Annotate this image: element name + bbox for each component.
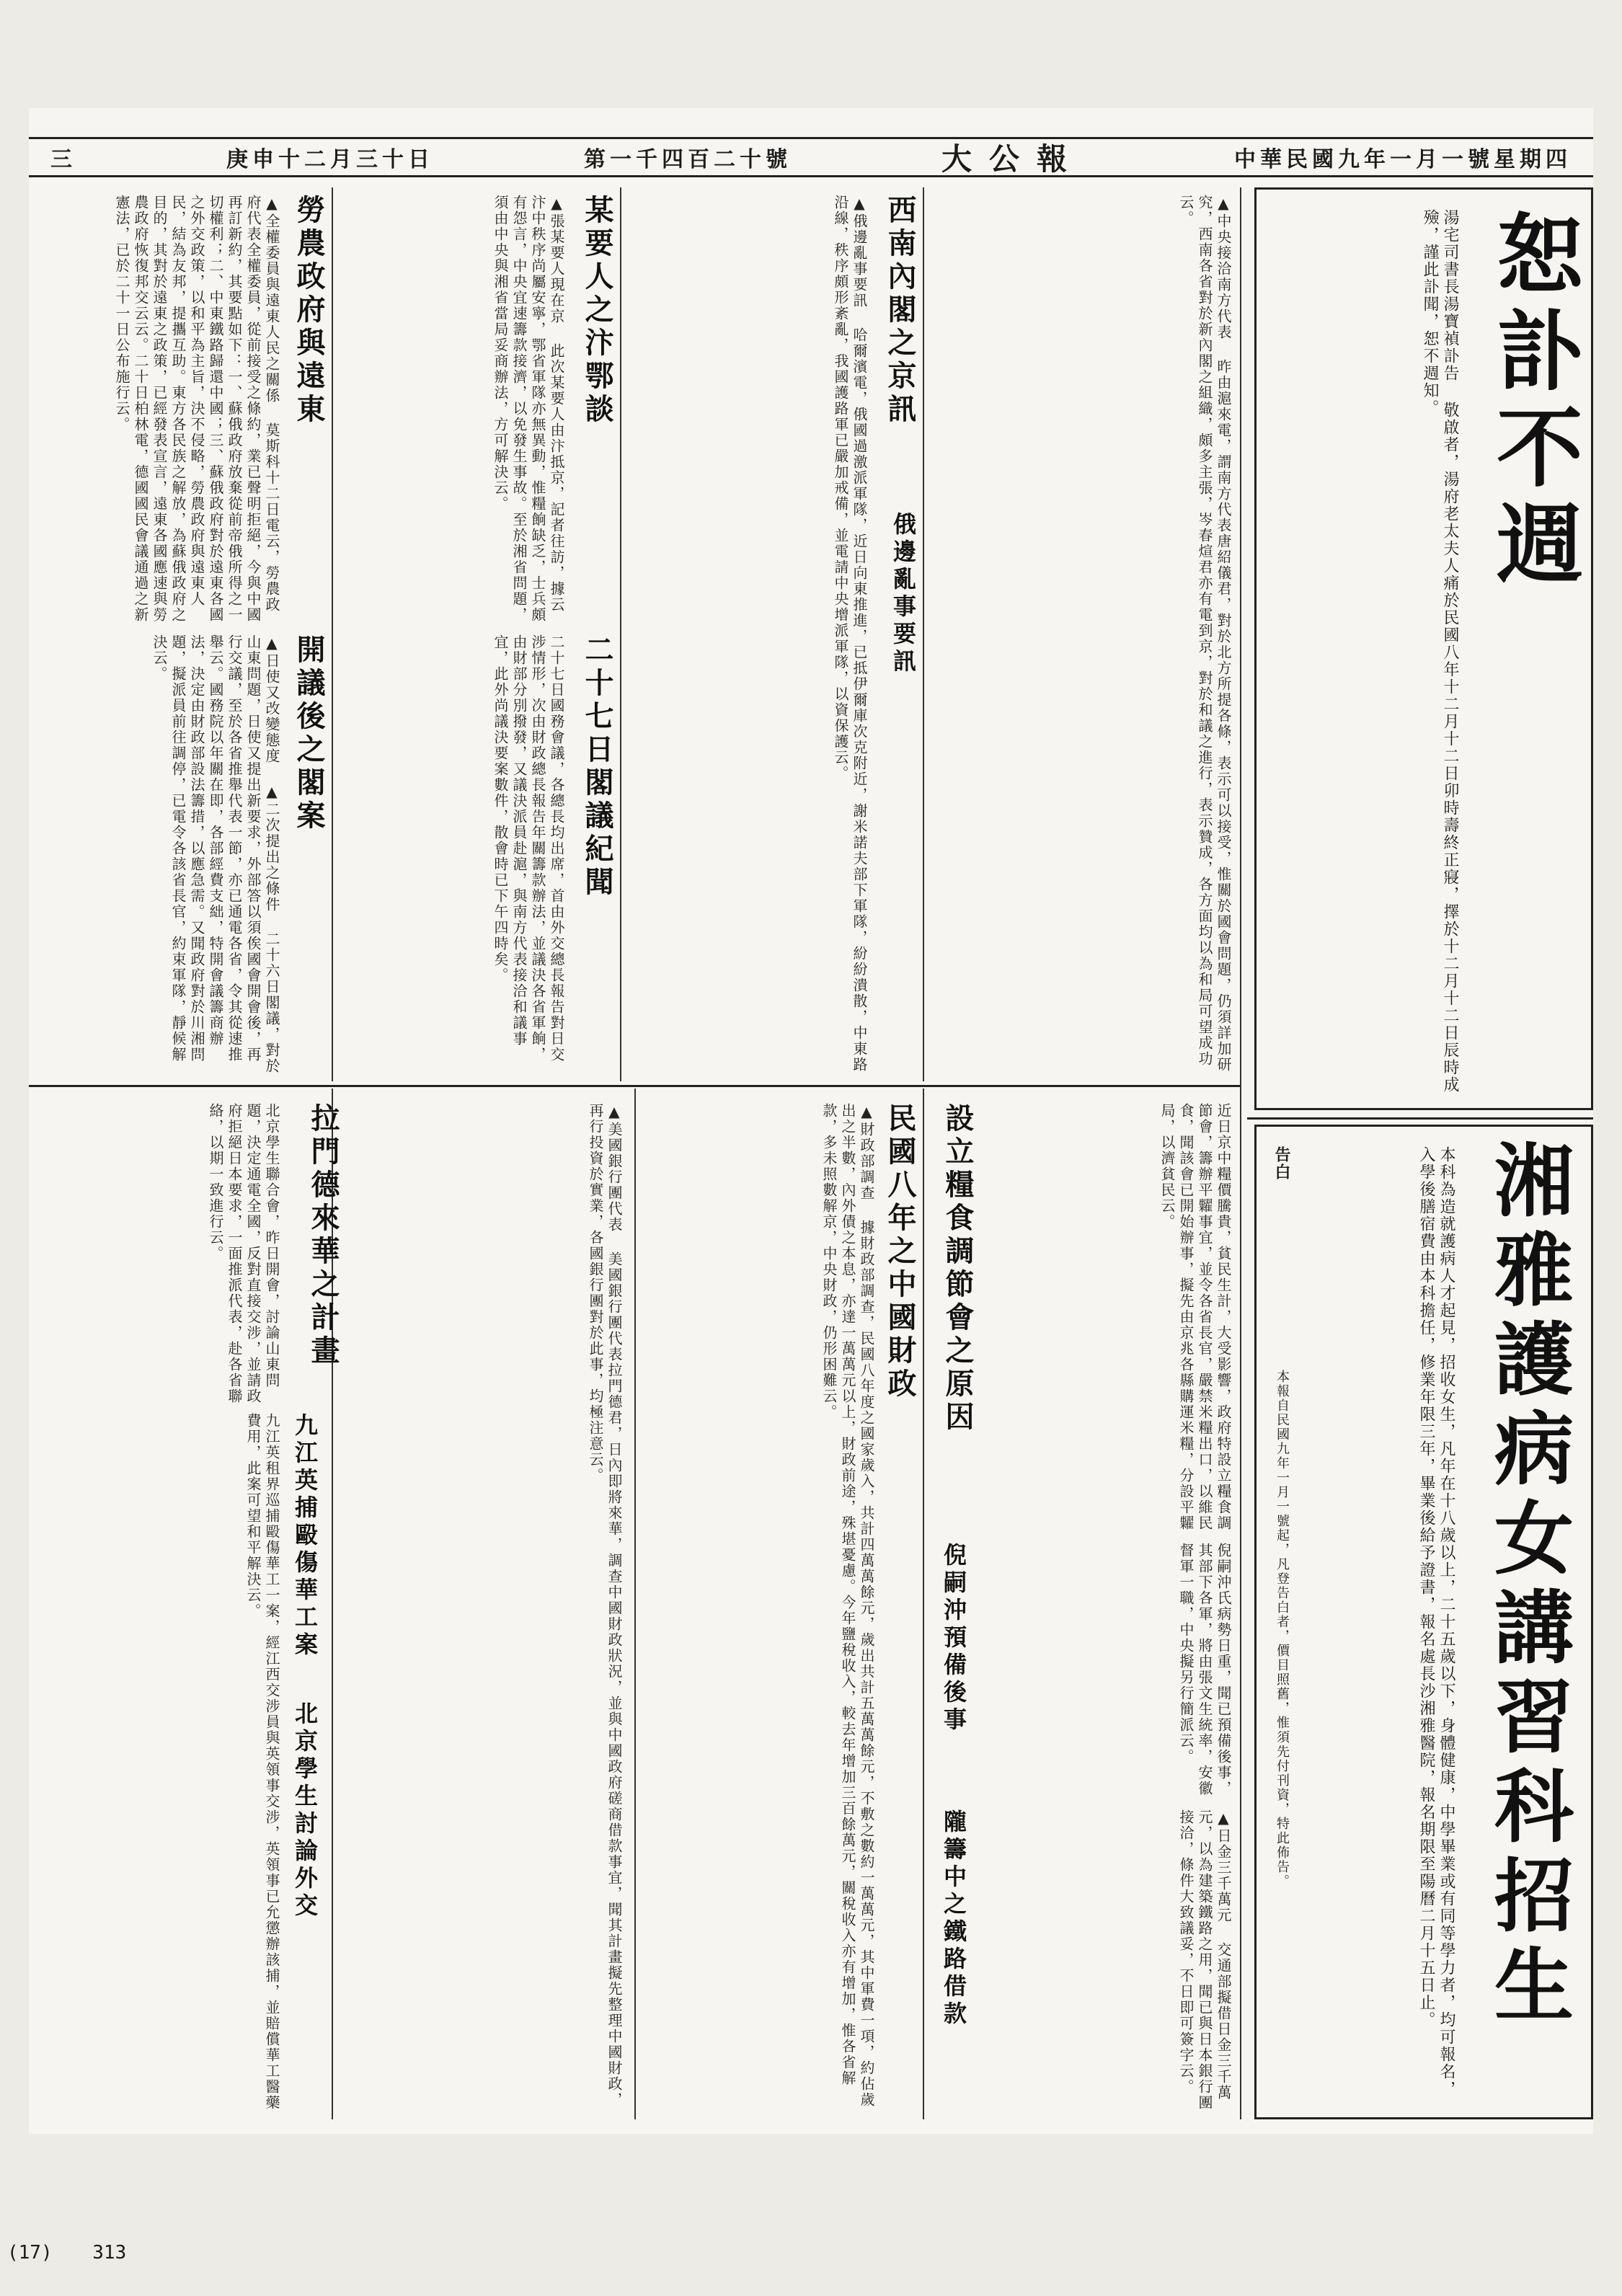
issue-number: 第一千四百二十號: [583, 147, 792, 172]
headline-cabinet-case: 開議後之閣案: [292, 634, 326, 833]
headline-soviet-fareast: 勞農政府與遠東: [292, 195, 326, 427]
headline-southwest-cabinet: 西南內閣之京訊: [883, 195, 917, 427]
newspaper-page: [29, 108, 1593, 2134]
article-grain: 近日京中糧價騰貴，貧民生計，大受影響，政府特設立糧食調節會，籌辦平糶事宜，並令各省長官，嚴禁米糧出口，以維民食，聞該會已開始辦事，擬先由京兆各縣購運米糧，分設平糶局，以濟貧民云。: [1158, 1103, 1232, 1531]
article-henan-hubei: ▲張某要人現在京 此次某要人由汴抵京，記者往訪，據云汴中秩序尚屬安寧，鄂省軍隊亦無異動，惟糧餉缺乏，士兵頗有怨言，中央宜速籌款接濟，以免發生事故。至於湘省問題，須由中央與湘省當局妥商辦法，方可解決云。: [492, 195, 565, 623]
page-footer: [7, 2242, 126, 2264]
ad-divider: [1247, 1117, 1593, 1120]
masthead: [29, 137, 1593, 177]
headline-cabinet-meeting: 二十七日閣議紀聞: [580, 634, 614, 900]
content-grid: [29, 187, 1593, 2119]
col-divider: [332, 187, 333, 1081]
sheet-number: (17): [7, 2242, 53, 2264]
col-divider: [1240, 187, 1241, 2119]
ad-title-school: 湘雅護病女講習科招生: [1481, 1139, 1574, 2033]
col-divider: [923, 1089, 924, 2119]
article-cabinet-meeting: 二十七日國務會議，各總長均出席，首由外交總長報告對日交涉情形，次由財政總長報告年關籌款辦法，並議決各省軍餉，由財部分別撥發，又議決派員赴滬，與南方代表接洽和議事宜，此外尚議決要案數件，散會時已下午四時矣。: [492, 634, 565, 1063]
article-southwest-cabinet: ▲中央接洽南方代表 昨由滬來電，謂南方代表唐紹儀君，對於北方所提各條，表示可以接受，惟關於國會問題，仍須詳加研究，西南各省對於新內閣之組織，頗多主張，岑春煊君亦有電到京，對於和議之進行，表示贊成，各方面均以為和局可望成功云。: [1177, 195, 1232, 1073]
ad-body-obituary: 湯宅司書長湯寶禎訃告 敬啟者，湯府老太夫人痛於民國八年十二月十二日卯時壽終正寢，擇於十二月十二日辰時成殮，謹此訃聞，恕不週知。: [1421, 209, 1459, 1094]
article-russian-border: ▲俄邊亂事要訊 哈爾濱電，俄國過激派軍隊，近日向東推進，已抵伊爾庫次克附近，謝米諾夫部下軍隊，紛紛潰散，中東路沿線，秩序頗形紊亂，我國護路軍已嚴加戒備，並電請中央增派軍隊，以資保護云。: [832, 195, 868, 1073]
ad-notice: 告白: [1272, 1146, 1291, 1181]
col-divider: [620, 187, 621, 1081]
article-finance: ▲財政部調查 據財政部調查，民國八年度之國家歲入，共計四萬萬餘元，歲出共計五萬萬餘元，不敷之數約一萬萬元，其中軍費一項，約佔歲出之半數，內外債之本息，亦達一萬萬元以上，財政前途，殊堪憂慮。今年鹽稅收入，較去年增加三百餘萬元，關稅收入亦有增加，惟各省解款，多未照數解京，中央財政，仍形困難云。: [820, 1103, 875, 2108]
archive-page: 313: [92, 2242, 127, 2264]
ad-title-obituary: 恕訃不週: [1482, 209, 1584, 595]
headline-jiujiang: 九江英捕毆傷華工案: [291, 1413, 319, 1659]
article-lamont: ▲美國銀行團代表 美國銀行團代表拉門德君，日內即將來華，調查中國財政狀況，並與中國政府磋商借款事宜，聞其計畫擬先整理中國財政，再行投資於實業，各國銀行團對於此事，均極注意云。: [587, 1103, 623, 2108]
headline-russian-border: 俄邊亂事要訊: [890, 512, 917, 676]
edition-date: 中華民國九年一月一號星期四: [1233, 147, 1572, 172]
headline-grain: 設立糧食調節會之原因: [941, 1103, 975, 1435]
ad-body-school: 本科為造就護病人才起見，招收女生，凡年在十八歲以上，二十五歲以下，身體健康，中學畢業或有同等學力者，均可報名，入學後膳宿費由本科擔任，修業年限三年，畢業後給予證書，報名處長沙湘雅醫院，報名期限至陽曆二月十五日止。: [1417, 1146, 1455, 2098]
col-divider: [634, 1089, 636, 2119]
article-cabinet-case: ▲日使又改變態度 ▲二次提出之條件 二十六日閣議，對於山東問題，日使又提出新要求，外部答以須俟國會開會後，再行交議，至於各省推舉代表一節，亦已通電各省，令其從速推舉云。國務院以年關在即，各部經費支絀，特開會議籌商辦法，決定由財政部設法籌措，以應急需。又聞政府對於川湘問題，擬派員前往調停，已電令各該省長官，約束軍隊，靜候解決云。: [151, 634, 280, 1074]
paper-title: 大公報: [941, 141, 1084, 177]
article-students: 北京學生聯合會，昨日開會，討論山東問題，決定通電全國，反對直接交涉，並請政府拒絕日本要求，一面推派代表，赴各省聯絡，以期一致進行云。: [207, 1103, 280, 1404]
col-divider: [923, 187, 924, 1081]
row-divider: [29, 1085, 1240, 1087]
headline-lamont: 拉門德來華之計畫: [306, 1103, 340, 1368]
headline-railway-loan: 隴籌中之鐵路借款: [940, 1809, 967, 2029]
headline-finance: 民國八年之中國財政: [883, 1103, 917, 1401]
article-soviet-fareast: ▲全權委員與遠東人民之關係 莫斯科十二日電云，勞農政府代表全權委員，從前接受之條約，業已聲明拒絕，今與中國再訂新約，其要點如下：一、蘇俄政府放棄從前帝俄所得之一切權利；二、中東鐵路歸還中國；三、蘇俄政府對於遠東各國之外交政策，以和平為主旨，決不侵略，勞農政府與遠東人民，結為友邦，提攜互助。東方各民族之解放，為蘇俄政府之目的，其對於遠東之政策，已經發表宣言，遠東各國應速與勞農政府恢復邦交云云。二十日柏林電，德國國民會議通過之新憲法，已於二十一日公布施行云。: [113, 195, 280, 623]
headline-henan-hubei: 某要人之汴鄂談: [580, 195, 614, 427]
headline-students: 北京學生討論外交: [291, 1701, 319, 1920]
lunar-date: 庚申十二月三十日: [226, 147, 434, 172]
headline-ni-sichong: 倪嗣沖預備後事: [940, 1543, 967, 1734]
page-number: 三: [50, 147, 76, 172]
article-railway-loan: ▲日金三千萬元 交通部擬借日金三千萬元，以為建築鐵路之用，聞已與日本銀行團接洽，條件大致議妥，不日即可簽字云。: [1177, 1809, 1232, 2111]
ad-notice-body: 本報自民國九年一月一號起，凡登告白者，價目照舊，惟須先付刊資，特此佈告。: [1275, 1370, 1290, 1889]
article-jiujiang: 九江英租界巡捕毆傷華工一案，經江西交涉員與英領事交涉，英領事已允懲辦該捕，並賠償華工醫藥費用，此案可望和平解決云。: [244, 1413, 280, 2111]
article-ni-sichong: 倪嗣沖氏病勢日重，聞已預備後事，其部下各軍，將由張文生統率，安徽督軍一職，中央擬另行簡派云。: [1177, 1543, 1232, 1796]
